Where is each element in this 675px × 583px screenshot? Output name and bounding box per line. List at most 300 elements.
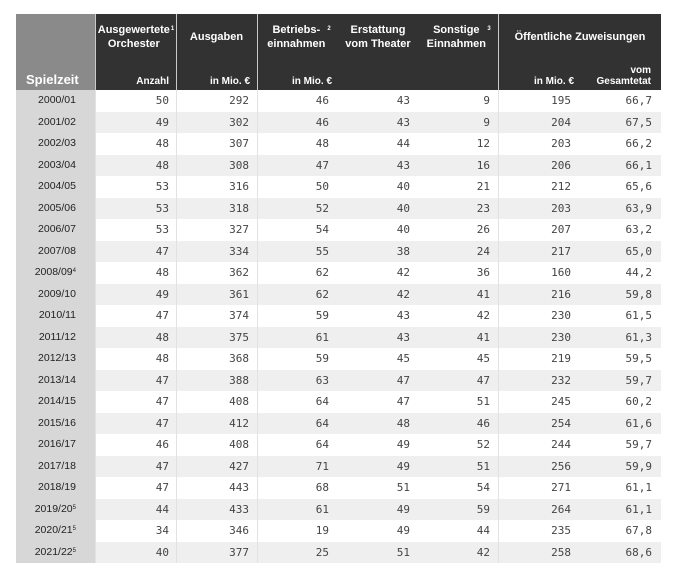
table-cell: 50 — [315, 180, 329, 193]
table-cell: 316 — [229, 180, 249, 193]
row-year-cell — [16, 327, 95, 349]
column-divider — [498, 499, 499, 521]
table-cell: 412 — [229, 416, 249, 430]
table-cell: 64 — [315, 395, 329, 408]
table-cell: 68 — [315, 481, 329, 494]
table-cell: 47 — [155, 395, 169, 408]
column-divider — [95, 391, 96, 413]
column-divider — [176, 262, 177, 284]
column-divider — [176, 176, 177, 198]
table-cell: 23 — [476, 201, 490, 215]
column-divider — [257, 348, 258, 370]
row-year-cell — [16, 284, 95, 306]
column-divider — [176, 542, 177, 564]
column-divider — [498, 219, 499, 241]
table-cell: 46 — [315, 94, 329, 107]
table-cell: 62 — [315, 287, 329, 301]
row-year-cell — [16, 520, 95, 542]
column-divider — [176, 348, 177, 370]
table-cell: 47 — [476, 373, 490, 387]
table-cell: 45 — [396, 352, 410, 365]
column-divider — [95, 284, 96, 306]
row-year-cell — [16, 241, 95, 263]
column-divider — [257, 262, 258, 284]
table-cell: 44,2 — [625, 266, 652, 279]
table-cell: 346 — [229, 524, 249, 537]
column-divider — [176, 370, 177, 392]
column-divider — [95, 305, 96, 327]
column-divider — [257, 219, 258, 241]
column-divider — [176, 327, 177, 349]
row-year-cell — [16, 176, 95, 198]
row-year: 2000/01 — [38, 94, 76, 106]
table-cell: 59,5 — [625, 352, 652, 365]
table-cell: 318 — [229, 201, 249, 215]
table-cell: 433 — [229, 502, 249, 516]
table-cell: 54 — [315, 223, 329, 236]
table-cell: 60,2 — [625, 395, 652, 408]
table-cell: 61,6 — [625, 416, 652, 430]
table-row — [16, 219, 661, 241]
row-year-cell — [16, 198, 95, 220]
table-row — [16, 413, 661, 435]
table-cell: 244 — [551, 438, 571, 451]
table-cell: 207 — [551, 223, 571, 236]
column-divider — [498, 241, 499, 263]
table-cell: 66,7 — [625, 94, 652, 107]
column-divider — [176, 391, 177, 413]
table-row — [16, 284, 661, 306]
table-cell: 46 — [155, 438, 169, 451]
table-row — [16, 434, 661, 456]
table-cell: 361 — [229, 287, 249, 301]
row-year-cell — [16, 456, 95, 478]
table-cell: 68,6 — [625, 545, 652, 559]
table-cell: 254 — [551, 416, 571, 430]
table-cell: 63,2 — [625, 223, 652, 236]
table-cell: 66,2 — [625, 137, 652, 150]
column-divider — [257, 520, 258, 542]
table-cell: 49 — [155, 115, 169, 129]
col-header-orchester — [96, 14, 175, 90]
row-year: 2012/13 — [38, 352, 76, 364]
table-cell: 61,1 — [625, 502, 652, 516]
column-divider — [176, 241, 177, 263]
column-divider — [176, 305, 177, 327]
column-divider — [176, 520, 177, 542]
table-cell: 51 — [476, 395, 490, 408]
col-title: Ausgaben — [189, 31, 244, 43]
table-row — [16, 348, 661, 370]
column-divider — [498, 413, 499, 435]
table-cell: 48 — [155, 266, 169, 279]
table-cell: 327 — [229, 223, 249, 236]
table-cell: 61 — [315, 502, 329, 516]
table-cell: 43 — [396, 115, 410, 129]
table-cell: 16 — [476, 158, 490, 172]
table-cell: 52 — [476, 438, 490, 451]
table-body — [16, 90, 661, 563]
column-divider — [498, 348, 499, 370]
column-divider — [176, 477, 177, 499]
table-cell: 204 — [551, 115, 571, 129]
table-cell: 48 — [155, 137, 169, 150]
table-cell: 219 — [551, 352, 571, 365]
table-cell: 51 — [476, 459, 490, 473]
column-divider — [95, 477, 96, 499]
row-year-cell — [16, 133, 95, 155]
table-row — [16, 477, 661, 499]
table-cell: 47 — [155, 244, 169, 258]
column-divider — [257, 456, 258, 478]
footnote-marker: 4 — [72, 268, 76, 274]
row-year: 2015/16 — [38, 416, 76, 429]
column-divider — [498, 155, 499, 177]
row-year-cell — [16, 90, 95, 112]
table-cell: 59,9 — [625, 459, 652, 473]
table-row — [16, 155, 661, 177]
table-cell: 47 — [315, 158, 329, 172]
column-divider — [176, 499, 177, 521]
column-divider — [95, 499, 96, 521]
table-row — [16, 305, 661, 327]
table-cell: 65,6 — [625, 180, 652, 193]
col-title: Ausgewertete Orchester — [97, 24, 170, 50]
column-divider — [95, 370, 96, 392]
row-year-cell — [16, 434, 95, 456]
column-divider — [95, 348, 96, 370]
column-divider — [498, 284, 499, 306]
table-cell: 55 — [315, 244, 329, 258]
table-cell: 40 — [155, 545, 169, 559]
table-cell: 48 — [155, 352, 169, 365]
row-year: 2013/14 — [38, 373, 76, 386]
column-divider — [257, 198, 258, 220]
table-cell: 50 — [155, 94, 169, 107]
table-cell: 408 — [229, 438, 249, 451]
column-divider — [498, 133, 499, 155]
row-year-cell — [16, 477, 95, 499]
col-header-zuweisungen-mio — [499, 14, 580, 90]
row-year: 2001/02 — [38, 115, 76, 128]
table-cell: 43 — [396, 309, 410, 322]
col-header-betriebseinnahmen — [258, 14, 338, 90]
table-row — [16, 112, 661, 134]
column-divider — [95, 456, 96, 478]
table-cell: 44 — [476, 524, 490, 537]
table-cell: 61,1 — [625, 481, 652, 494]
table-cell: 53 — [155, 201, 169, 215]
table-cell: 308 — [229, 158, 249, 172]
column-divider — [176, 284, 177, 306]
table-cell: 217 — [551, 244, 571, 258]
table-cell: 24 — [476, 244, 490, 258]
table-cell: 230 — [551, 330, 571, 344]
col-unit: vom Gesamtetat — [596, 65, 651, 87]
column-divider — [95, 133, 96, 155]
column-divider — [95, 542, 96, 564]
table-cell: 40 — [396, 201, 410, 215]
orchestra-finance-table — [16, 14, 661, 563]
column-divider — [498, 542, 499, 564]
row-year-cell — [16, 262, 95, 284]
table-cell: 40 — [396, 223, 410, 236]
table-cell: 256 — [551, 459, 571, 473]
table-cell: 54 — [476, 481, 490, 494]
table-cell: 48 — [155, 158, 169, 172]
row-year: 2008/09 — [34, 266, 73, 278]
row-year-cell — [16, 155, 95, 177]
table-row — [16, 520, 661, 542]
table-cell: 43 — [396, 94, 410, 107]
column-divider — [176, 155, 177, 177]
column-divider — [257, 112, 258, 134]
table-cell: 264 — [551, 502, 571, 516]
table-cell: 42 — [396, 266, 410, 279]
column-divider — [498, 262, 499, 284]
column-divider — [257, 90, 258, 112]
table-cell: 51 — [396, 481, 410, 494]
table-cell: 43 — [396, 158, 410, 172]
column-divider — [498, 198, 499, 220]
footnote-marker: 2 — [327, 26, 331, 32]
col-header-sonstige — [418, 14, 498, 90]
table-cell: 48 — [155, 330, 169, 344]
column-divider — [498, 176, 499, 198]
table-cell: 232 — [551, 373, 571, 387]
table-cell: 59 — [315, 352, 329, 365]
table-cell: 47 — [155, 459, 169, 473]
row-year: 2016/17 — [38, 438, 76, 450]
table-cell: 47 — [396, 373, 410, 387]
column-divider — [257, 305, 258, 327]
table-cell: 34 — [155, 524, 169, 537]
col-unit: Anzahl — [136, 76, 169, 87]
table-row — [16, 133, 661, 155]
row-year: 2002/03 — [38, 137, 76, 149]
spielzeit-header-cell — [16, 14, 95, 90]
table-row — [16, 327, 661, 349]
table-cell: 42 — [476, 309, 490, 322]
column-divider — [257, 327, 258, 349]
footnote-marker: 5 — [72, 526, 76, 532]
table-cell: 45 — [476, 352, 490, 365]
column-divider — [257, 133, 258, 155]
column-divider — [95, 112, 96, 134]
column-divider — [95, 434, 96, 456]
table-cell: 245 — [551, 395, 571, 408]
table-cell: 47 — [155, 416, 169, 430]
col-header-zuweisungen-anteil — [580, 14, 661, 90]
column-divider — [498, 434, 499, 456]
column-divider — [257, 155, 258, 177]
column-divider — [257, 391, 258, 413]
row-year: 2017/18 — [38, 459, 76, 472]
column-divider — [498, 327, 499, 349]
table-cell: 26 — [476, 223, 490, 236]
column-divider — [498, 391, 499, 413]
column-divider — [257, 176, 258, 198]
table-cell: 19 — [315, 524, 329, 537]
table-cell: 408 — [229, 395, 249, 408]
table-cell: 64 — [315, 438, 329, 451]
table-cell: 47 — [155, 309, 169, 322]
table-cell: 53 — [155, 223, 169, 236]
column-divider — [498, 305, 499, 327]
col-title: Betriebs- einnahmen — [267, 24, 326, 50]
table-row — [16, 499, 661, 521]
column-divider — [257, 370, 258, 392]
col-unit: in Mio. € — [534, 76, 574, 87]
column-divider — [257, 241, 258, 263]
row-year: 2003/04 — [38, 158, 76, 171]
table-cell: 48 — [396, 416, 410, 430]
table-cell: 206 — [551, 158, 571, 172]
col-title: Öffentliche Zuweisungen — [514, 31, 646, 43]
table-cell: 362 — [229, 266, 249, 279]
row-year: 2020/21 — [34, 524, 73, 536]
table-cell: 160 — [551, 266, 571, 279]
column-divider — [257, 499, 258, 521]
table-cell: 12 — [476, 137, 490, 150]
col-title: Erstattung vom Theater — [345, 24, 411, 50]
table-cell: 63,9 — [625, 201, 652, 215]
table-cell: 67,5 — [625, 115, 652, 129]
column-divider — [498, 520, 499, 542]
table-cell: 40 — [396, 180, 410, 193]
row-year-cell — [16, 305, 95, 327]
table-cell: 61 — [315, 330, 329, 344]
table-cell: 44 — [396, 137, 410, 150]
table-cell: 52 — [315, 201, 329, 215]
row-year-cell — [16, 499, 95, 521]
column-divider — [95, 262, 96, 284]
table-cell: 59 — [476, 502, 490, 516]
row-year-cell — [16, 542, 95, 564]
table-row — [16, 241, 661, 263]
column-divider — [176, 434, 177, 456]
table-cell: 203 — [551, 137, 571, 150]
column-divider — [95, 198, 96, 220]
column-divider — [95, 176, 96, 198]
table-row — [16, 198, 661, 220]
table-cell: 59,8 — [625, 287, 652, 301]
row-year: 2010/11 — [38, 309, 76, 321]
table-cell: 307 — [229, 137, 249, 150]
column-divider — [95, 327, 96, 349]
table-cell: 9 — [483, 94, 490, 107]
table-cell: 203 — [551, 201, 571, 215]
spielzeit-header-label: Spielzeit — [26, 72, 79, 87]
table-cell: 388 — [229, 373, 249, 387]
col-unit: in Mio. € — [210, 76, 250, 87]
row-year: 2019/20 — [34, 502, 73, 515]
row-year: 2018/19 — [38, 481, 76, 493]
table-cell: 42 — [476, 545, 490, 559]
table-cell: 47 — [396, 395, 410, 408]
table-cell: 302 — [229, 115, 249, 129]
table-cell: 41 — [476, 330, 490, 344]
row-year: 2006/07 — [38, 223, 76, 235]
column-divider — [498, 477, 499, 499]
table-cell: 41 — [476, 287, 490, 301]
column-divider — [498, 90, 499, 112]
column-divider — [498, 456, 499, 478]
table-header — [16, 14, 661, 90]
table-cell: 230 — [551, 309, 571, 322]
column-divider — [257, 284, 258, 306]
footnote-marker: 1 — [170, 26, 175, 32]
table-cell: 377 — [229, 545, 249, 559]
column-divider — [95, 90, 96, 112]
table-cell: 49 — [396, 438, 410, 451]
col-title: Sonstige Einnahmen — [426, 24, 486, 50]
row-year: 2009/10 — [38, 287, 76, 300]
table-cell: 25 — [315, 545, 329, 559]
row-year: 2004/05 — [38, 180, 76, 192]
column-divider — [257, 477, 258, 499]
col-header-ausgaben — [177, 14, 256, 90]
table-cell: 195 — [551, 94, 571, 107]
table-cell: 65,0 — [625, 244, 652, 258]
table-cell: 368 — [229, 352, 249, 365]
table-cell: 374 — [229, 309, 249, 322]
table-cell: 47 — [155, 373, 169, 387]
table-cell: 49 — [396, 459, 410, 473]
table-cell: 44 — [155, 502, 169, 516]
table-row — [16, 370, 661, 392]
table-cell: 62 — [315, 266, 329, 279]
table-row — [16, 391, 661, 413]
column-divider — [95, 219, 96, 241]
column-divider — [257, 542, 258, 564]
table-cell: 43 — [396, 330, 410, 344]
table-cell: 38 — [396, 244, 410, 258]
table-cell: 63 — [315, 373, 329, 387]
footnote-marker: 5 — [72, 504, 76, 511]
table-cell: 21 — [476, 180, 490, 193]
table-row — [16, 176, 661, 198]
table-cell: 59 — [315, 309, 329, 322]
table-cell: 51 — [396, 545, 410, 559]
column-divider — [176, 90, 177, 112]
table-cell: 212 — [551, 180, 571, 193]
table-cell: 64 — [315, 416, 329, 430]
row-year: 2011/12 — [38, 330, 76, 343]
table-cell: 49 — [396, 524, 410, 537]
table-cell: 427 — [229, 459, 249, 473]
table-cell: 375 — [229, 330, 249, 344]
table-cell: 9 — [483, 115, 490, 129]
footnote-marker: 3 — [487, 26, 491, 32]
column-divider — [95, 241, 96, 263]
row-year: 2014/15 — [38, 395, 76, 407]
table-cell: 271 — [551, 481, 571, 494]
row-year: 2021/22 — [34, 545, 73, 558]
table-cell: 66,1 — [625, 158, 652, 172]
column-divider — [95, 155, 96, 177]
table-cell: 334 — [229, 244, 249, 258]
footnote-marker: 5 — [72, 547, 76, 554]
row-year-cell — [16, 112, 95, 134]
table-cell: 49 — [396, 502, 410, 516]
column-divider — [176, 413, 177, 435]
column-divider — [498, 370, 499, 392]
table-cell: 235 — [551, 524, 571, 537]
column-divider — [176, 219, 177, 241]
table-cell: 258 — [551, 545, 571, 559]
table-cell: 36 — [476, 266, 490, 279]
